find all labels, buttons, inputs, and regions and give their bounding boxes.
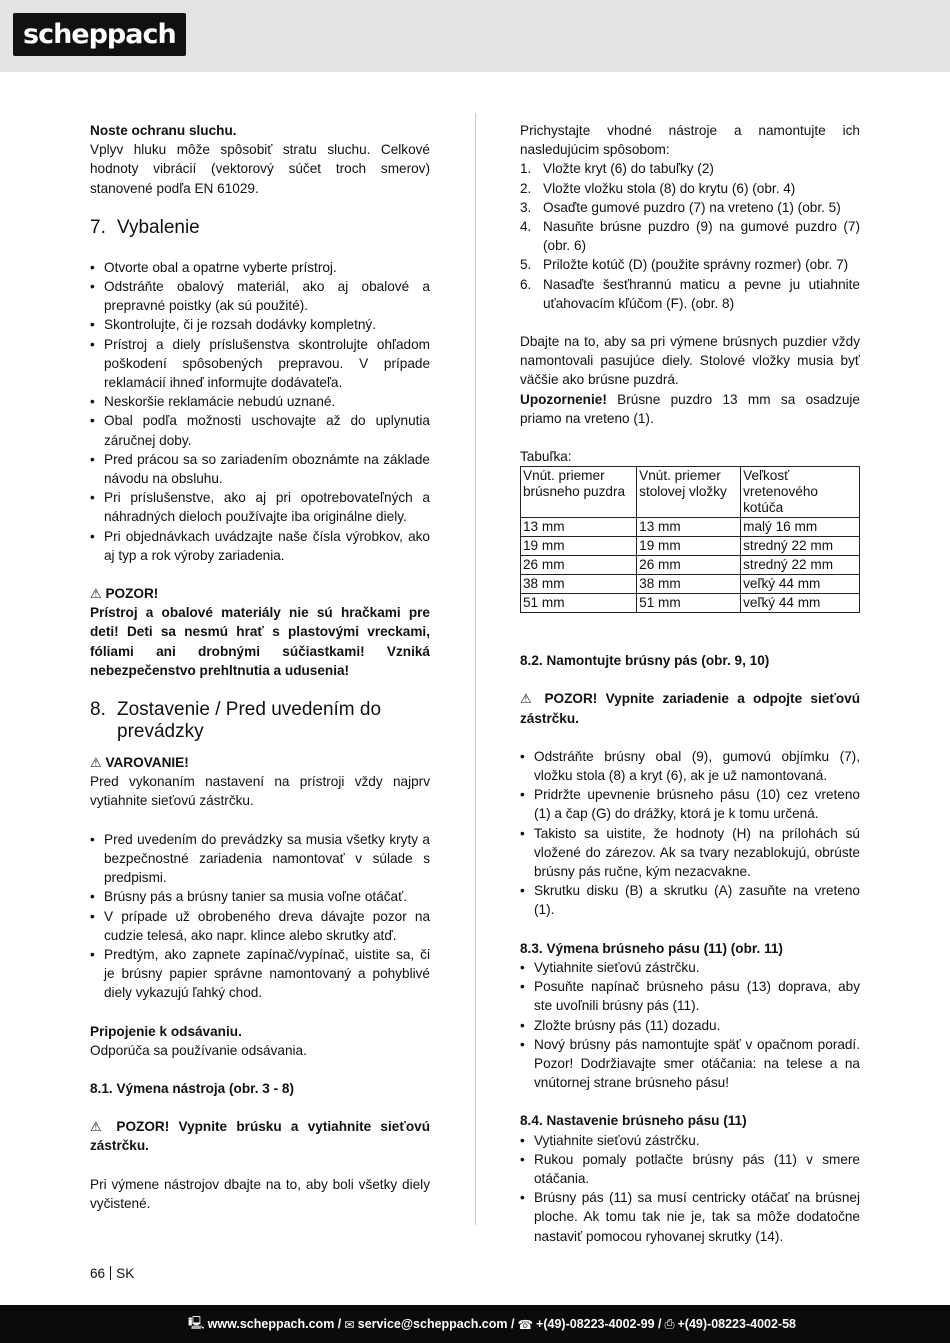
- footer-website: www.scheppach.com /: [207, 1317, 342, 1331]
- list-item: • Skrutku disku (B) a skrutku (A) zasuňte na vreteno (1).: [520, 881, 860, 919]
- email-icon: ✉: [344, 1317, 355, 1332]
- belt-adjust-list: [520, 1131, 860, 1246]
- page-header: [0, 0, 950, 72]
- table-cell: 26 mm: [637, 556, 741, 575]
- table-row: [521, 537, 860, 556]
- list-item: • Brúsny pás a brúsny tanier sa musia voľne otáčať.: [90, 887, 430, 906]
- list-item: • Skontrolujte, či je rozsah dodávky kompletný.: [90, 315, 430, 334]
- section-8-2-title: 8.2. Namontujte brúsny pás (obr. 9, 10): [520, 653, 770, 669]
- phone-icon: ☎: [517, 1317, 534, 1332]
- column-divider: [475, 113, 476, 1225]
- section-8-3-title: 8.3. Výmena brúsneho pásu (11) (obr. 11): [520, 940, 783, 956]
- fax-icon: ⎙: [664, 1316, 675, 1331]
- page-language: SK: [116, 1266, 135, 1281]
- right-column: [520, 121, 860, 1246]
- page-number-value: 66: [90, 1266, 106, 1281]
- section-8-1-title: 8.1. Výmena nástroja (obr. 3 - 8): [90, 1080, 294, 1096]
- table-header-row: [521, 467, 860, 518]
- list-item: • V prípade už obrobeného dreva dávajte pozor na cudzie telesá, ako napr. klince alebo skrutky atď.: [90, 907, 430, 945]
- list-item: • Odstráňte obalový materiál, ako aj obalové a prepravné poistky (ak sú použité).: [90, 277, 430, 315]
- table-row: [521, 556, 860, 575]
- list-item: • Takisto sa uistite, že hodnoty (H) na prílohách sú vložené do zárezov. Ak sa tvary nezablokujú, obrúste brúsny pás ručne, kým nezacvakne.: [520, 824, 860, 882]
- list-item: • Zložte brúsny pás (11) dozadu.: [520, 1016, 860, 1035]
- table-cell: veľký 44 mm: [741, 594, 860, 613]
- list-item: • Pred uvedením do prevádzky sa musia všetky kryty a bezpečnostné zariadenia namontovať v súlade s predpismi.: [90, 830, 430, 888]
- sleeve-note: Dbajte na to, aby sa pri výmene brúsnych puzdier vždy namontovali pasujúce diely. Stolové vložky musia byť väčšie ako brúsne puzdrá.: [520, 334, 860, 388]
- table-header-cell: Vnút. priemer stolovej vložky: [637, 467, 741, 518]
- list-item: • Obal podľa možnosti uschovajte až do uplynutia záručnej doby.: [90, 411, 430, 449]
- list-item: • Rukou pomaly potlačte brúsny pás (11) v smere otáčania.: [520, 1150, 860, 1188]
- list-item: • Otvorte obal a opatrne vyberte prístroj.: [90, 258, 430, 277]
- belt-change-list: [520, 958, 860, 1092]
- list-item: • Prístroj a diely príslušenstva skontrolujte ohľadom poškodení spôsobených prepravou. V prípade reklamácií ihneď informujte dodávateľa.: [90, 335, 430, 393]
- list-item: • Odstráňte brúsny obal (9), gumovú objímku (7), vložku stola (8) a kryt (6), ak je už namontovaná.: [520, 747, 860, 785]
- warning-triangle-icon: ⚠: [90, 586, 102, 602]
- table-cell: malý 16 mm: [741, 518, 860, 537]
- step-item: 3. Osaďte gumové puzdro (7) na vreteno (1) (obr. 5): [520, 199, 841, 215]
- computer-icon: 🖳: [187, 1315, 205, 1330]
- table-cell: 13 mm: [637, 518, 741, 537]
- notice: Upozornenie! Brúsne puzdro 13 mm sa osadzuje priamo na vreteno (1).: [520, 391, 860, 426]
- assembly-list: [90, 830, 430, 1003]
- warning-triangle-icon: ⚠: [90, 1119, 108, 1135]
- table-cell: 38 mm: [521, 575, 637, 594]
- section-8-4-title: 8.4. Nastavenie brúsneho pásu (11): [520, 1113, 747, 1129]
- table-cell: 13 mm: [521, 518, 637, 537]
- step-item: 4. Nasuňte brúsne puzdro (9) na gumové puzdro (7) (obr. 6): [520, 219, 860, 254]
- section-7-number: 7.: [90, 216, 106, 238]
- step-item: 6. Nasaďte šesťhrannú maticu a pevne ju utiahnite uťahovacím kľúčom (F). (obr. 8): [520, 276, 860, 311]
- list-item: • Vytiahnite sieťovú zástrčku.: [520, 1131, 860, 1150]
- warning-belt: ⚠ POZOR! Vypnite zariadenie a odpojte sieťovú zástrčku.: [520, 691, 860, 726]
- table-header-cell: Veľkosť vretenového kotúča: [741, 467, 860, 518]
- section-8-heading: [90, 699, 430, 743]
- list-item: • Pri príslušenstve, ako aj pri opotrebovateľných a náhradných dieloch používajte iba originálne diely.: [90, 488, 430, 526]
- list-item: • Nový brúsny pás namontujte späť v opačnom poradí. Pozor! Dodržiavajte smer otáčania: na telese a na vnútornej strane brúsneho pásu!: [520, 1035, 860, 1093]
- warning-triangle-icon: ⚠: [520, 691, 537, 707]
- brand-logo: scheppach: [13, 13, 186, 56]
- noise-text: Vplyv hluku môže spôsobiť stratu sluchu. Celkové hodnoty vibrácií (vektorový súčet troch smerov) stanovené podľa EN 61029.: [90, 142, 430, 196]
- table-row: [521, 575, 860, 594]
- page-number: [90, 1266, 134, 1281]
- page-footer: [0, 1305, 950, 1343]
- footer-email: service@scheppach.com /: [357, 1317, 515, 1331]
- extraction-text: Odporúča sa používanie odsávania.: [90, 1042, 307, 1058]
- table-cell: 19 mm: [637, 537, 741, 556]
- table-cell: 51 mm: [521, 594, 637, 613]
- step-item: 5. Priložte kotúč (D) (použite správny rozmer) (obr. 7): [520, 257, 849, 273]
- table-cell: 51 mm: [637, 594, 741, 613]
- section-8-number: 8.: [90, 699, 106, 721]
- table-cell: 38 mm: [637, 575, 741, 594]
- left-column: [90, 121, 430, 1213]
- caution-text: Pred vykonaním nastavení na prístroji vždy najprv vytiahnite sieťovú zástrčku.: [90, 774, 430, 809]
- list-item: • Posuňte napínač brúsneho pásu (13) doprava, aby ste uvoľnili brúsny pás (11).: [520, 977, 860, 1015]
- table-cell: 26 mm: [521, 556, 637, 575]
- step-item: 1. Vložte kryt (6) do tabuľky (2): [520, 161, 714, 177]
- section-7-title: Vybalenie: [117, 216, 200, 238]
- table-row: [521, 594, 860, 613]
- footer-phone: +(49)-08223-4002-99 /: [536, 1317, 662, 1331]
- list-item: • Vytiahnite sieťovú zástrčku.: [520, 958, 860, 977]
- table-header-cell: Vnút. priemer brúsneho puzdra: [521, 467, 637, 518]
- section-8-title: Zostavenie / Pred uvedením do prevádzky: [117, 699, 382, 743]
- extraction-title: Pripojenie k odsávaniu.: [90, 1023, 242, 1039]
- list-item: • Pri objednávkach uvádzajte naše čísla výrobkov, ako aj typ a rok výroby zariadenia.: [90, 527, 430, 565]
- steps-intro: Prichystajte vhodné nástroje a namontujte ich nasledujúcim spôsobom:: [520, 123, 860, 158]
- unpacking-list: [90, 258, 430, 565]
- caution-heading: ⚠ VAROVANIE!: [90, 755, 189, 771]
- sizes-table: [520, 466, 860, 613]
- table-row: [521, 518, 860, 537]
- section-8-1-text: Pri výmene nástrojov dbajte na to, aby boli všetky diely vyčistené.: [90, 1176, 430, 1211]
- section-7-heading: [90, 217, 430, 239]
- table-cell: veľký 44 mm: [741, 575, 860, 594]
- steps-list: [520, 159, 860, 313]
- warning-triangle-icon: ⚠: [90, 755, 102, 771]
- table-cell: 19 mm: [521, 537, 637, 556]
- belt-mount-list: [520, 747, 860, 920]
- list-item: • Pred prácou sa so zariadením oboznámte na základe návodu na obsluhu.: [90, 450, 430, 488]
- warning-tool-change: ⚠ POZOR! Vypnite brúsku a vytiahnite sieťovú zástrčku.: [90, 1119, 431, 1154]
- list-item: • Pridržte upevnenie brúsneho pásu (10) cez vreteno (1) a čap (G) do drážky, ktorá je k tomu určená.: [520, 785, 860, 823]
- warning-text: Prístroj a obalové materiály nie sú hračkami pre deti! Deti sa nesmú hrať s plastovými vreckami, fóliami ani drobnými súčiastkami! Vzniká nebezpečenstvo prehltnutia a udusenia!: [90, 605, 430, 678]
- footer-fax: +(49)-08223-4002-58: [677, 1317, 796, 1331]
- table-cell: stredný 22 mm: [741, 537, 860, 556]
- list-item: • Neskoršie reklamácie nebudú uznané.: [90, 392, 430, 411]
- table-label: Tabuľka:: [520, 449, 572, 465]
- step-item: 2. Vložte vložku stola (8) do krytu (6) (obr. 4): [520, 180, 796, 196]
- noise-title: Noste ochranu sluchu.: [90, 123, 237, 138]
- list-item: • Predtým, ako zapnete zapínač/vypínač, uistite sa, či je brúsny papier správne namontovaný a pohyblivé diely vykazujú ľahký chod.: [90, 945, 430, 1003]
- warning-heading: ⚠ POZOR!: [90, 586, 159, 602]
- list-item: • Brúsny pás (11) sa musí centricky otáčať na brúsnej ploche. Ak tomu tak nie je, tak sa môže dodatočne nastaviť pomocou ryhovanej skrutky (14).: [520, 1188, 860, 1246]
- table-cell: stredný 22 mm: [741, 556, 860, 575]
